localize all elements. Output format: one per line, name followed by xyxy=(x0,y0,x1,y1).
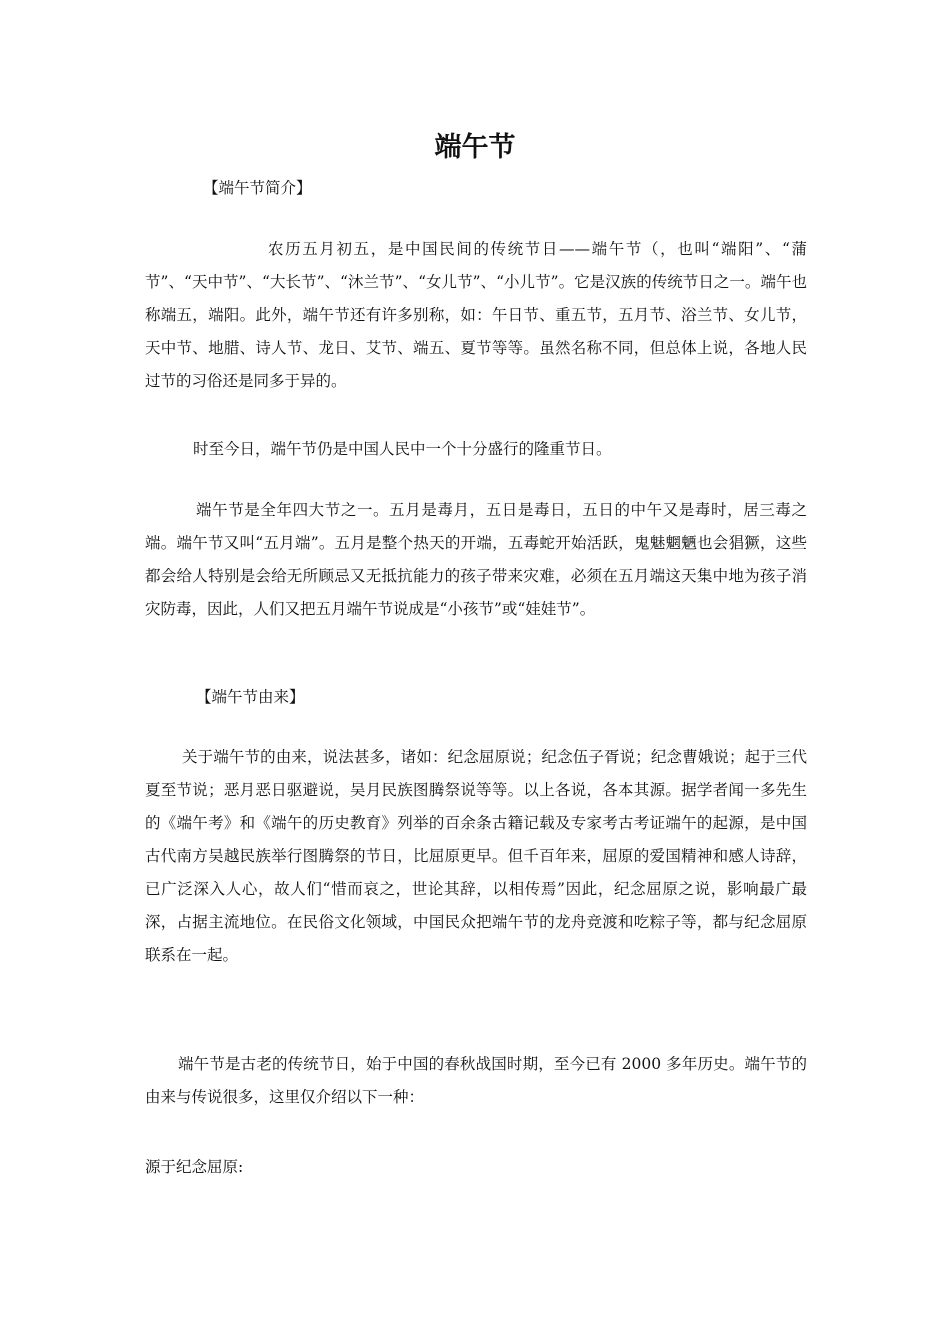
paragraph-history: 端午节是古老的传统节日，始于中国的春秋战国时期，至今已有 2000 多年历史。端午节的由来与传说很多，这里仅介绍以下一种： xyxy=(145,1055,807,1106)
paragraph-poison-month: 端午节是全年四大节之一。五月是毒月，五日是毒日，五日的中午又是毒时，居三毒之端。端午节又叫“五月端”。五月是整个热天的开端，五毒蛇开始活跃，鬼魅魍魉也会猖獗，这些都会给人特别是会给无所顾忌又无抵抗能力的孩子带来灾难，必须在五月端这天集中地为孩子消灾防毒，因此，人们又把五月端午节说成是“小孩节”或“娃娃节”。 xyxy=(145,501,807,618)
paragraph-origin: 关于端午节的由来，说法甚多，诸如：纪念屈原说；纪念伍子胥说；纪念曹娥说；起于三代夏至节说；恶月恶日驱避说，吴月民族图腾祭说等等。以上各说，各本其源。据学者闻一多先生的《端午考》和《端午的历史教育》列举的百余条古籍记载及专家考古考证端午的起源，是中国古代南方吴越民族举行图腾祭的节日，比屈原更早。但千百年来，屈原的爱国精神和感人诗辞，已广泛深入人心，故人们“惜而哀之，世论其辞，以相传焉”因此，纪念屈原之说，影响最广最深，占据主流地位。在民俗文化领域，中国民众把端午节的龙舟竞渡和吃粽子等，都与纪念屈原联系在一起。 xyxy=(145,748,807,964)
section-heading-origin: 【端午节由来】 xyxy=(196,688,305,706)
document-title: 端午节 xyxy=(434,132,516,163)
paragraph-intro-today: 时至今日，端午节仍是中国人民中一个十分盛行的隆重节日。 xyxy=(193,440,612,458)
section-heading-intro: 【端午节简介】 xyxy=(203,179,312,197)
paragraph-intro: 农历五月初五，是中国民间的传统节日——端午节（，也叫“端阳”、“蒲节”、“天中节”、“大长节”、“沐兰节”、“女儿节”、“小儿节”。它是汉族的传统节日之一。端午也称端五，端阳。此外，端午节还有许多别称，如：午日节、重五节，五月节、浴兰节、女儿节，天中节、地腊、诗人节、龙日、艾节、端五、夏节等等。虽然名称不同，但总体上说，各地人民过节的习俗还是同多于异的。 xyxy=(145,240,807,390)
paragraph-qu-yuan-heading: 源于纪念屈原: xyxy=(145,1158,244,1176)
